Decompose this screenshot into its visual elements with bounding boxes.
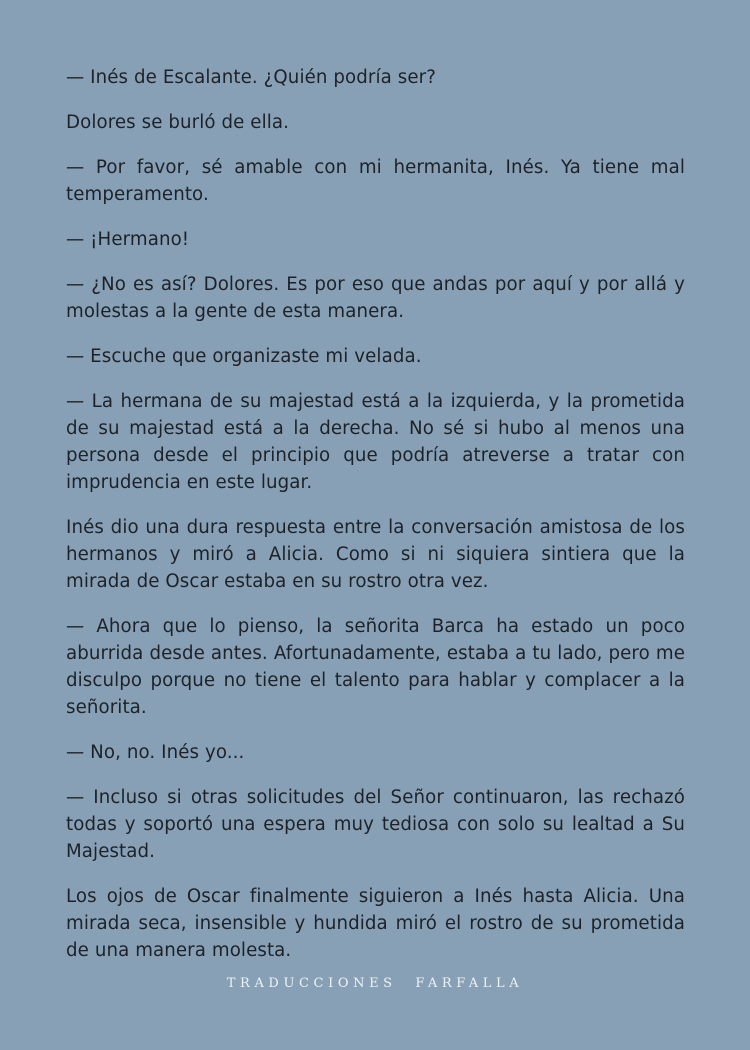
paragraph: — Incluso si otras solicitudes del Señor continuaron, las rechazó todas y soportó una espera muy tediosa con solo su lealtad a Su Majestad. bbox=[66, 787, 685, 862]
paragraph: Dolores se burló de ella. bbox=[66, 112, 290, 133]
paragraph: Inés dio una dura respuesta entre la conversación amistosa de los hermanos y miró a Alicia. Como si ni siquiera sintiera que la mirada de Oscar estaba en su rostro otra vez. bbox=[66, 517, 685, 592]
paragraph: — Inés de Escalante. ¿Quién podría ser? bbox=[66, 67, 436, 88]
paragraph: — ¡Hermano! bbox=[66, 229, 190, 250]
paragraph: — Por favor, sé amable con mi hermanita, Inés. Ya tiene mal temperamento. bbox=[66, 157, 685, 205]
paragraph: — ¿No es así? Dolores. Es por eso que andas por aquí y por allá y molestas a la gente de esta manera. bbox=[66, 274, 685, 322]
document-body bbox=[66, 64, 685, 982]
paragraph: Los ojos de Oscar finalmente siguieron a Inés hasta Alicia. Una mirada seca, insensible y hundida miró el rostro de su prometida de una manera molesta. bbox=[66, 886, 685, 961]
paragraph: — Ahora que lo pienso, la señorita Barca ha estado un poco aburrida desde antes. Afortunadamente, estaba a tu lado, pero me disculpo porque no tiene el talento para hablar y complacer a la señorita. bbox=[66, 616, 685, 718]
paragraph: — No, no. Inés yo... bbox=[66, 742, 245, 763]
paragraph: — Escuche que organizaste mi velada. bbox=[66, 346, 422, 367]
paragraph: — La hermana de su majestad está a la izquierda, y la prometida de su majestad está a la derecha. No sé si hubo al menos una persona desde el principio que podría atreverse a tratar con imprudencia en este lugar. bbox=[66, 391, 685, 493]
footer-credit: TRADUCCIONES FARFALLA bbox=[226, 976, 524, 991]
